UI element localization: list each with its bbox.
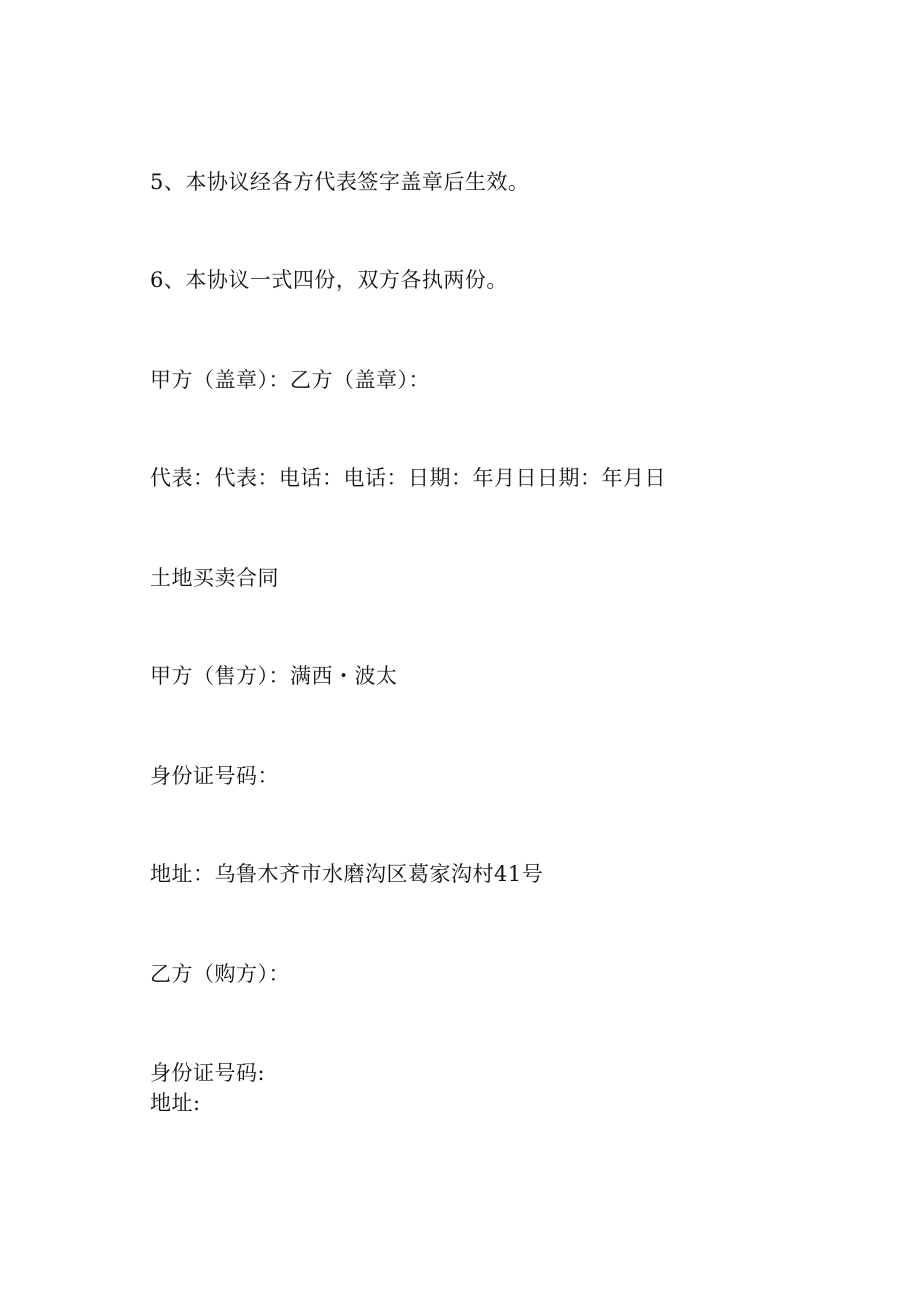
- party-a-address: 地址：乌鲁木齐市水磨沟区葛家沟村41号: [150, 862, 544, 886]
- seal-line: 甲方（盖章）：乙方（盖章）：: [150, 368, 430, 392]
- party-b-buyer: 乙方（购方）：: [150, 962, 290, 986]
- party-b-address: 地址:: [150, 1091, 201, 1115]
- party-a-seller: 甲方（售方）：满西・波太: [150, 664, 398, 688]
- representative-line: 代表：代表：电话：电话：日期：年月日日期：年月日: [150, 466, 666, 490]
- party-a-id-number: 身份证号码：: [150, 764, 279, 788]
- party-b-id-number: 身份证号码:: [150, 1061, 266, 1085]
- clause-5: 5、本协议经各方代表签字盖章后生效。: [150, 170, 530, 194]
- clause-6: 6、本协议一式四份，双方各执两份。: [150, 268, 508, 292]
- contract-title: 土地买卖合同: [150, 566, 279, 590]
